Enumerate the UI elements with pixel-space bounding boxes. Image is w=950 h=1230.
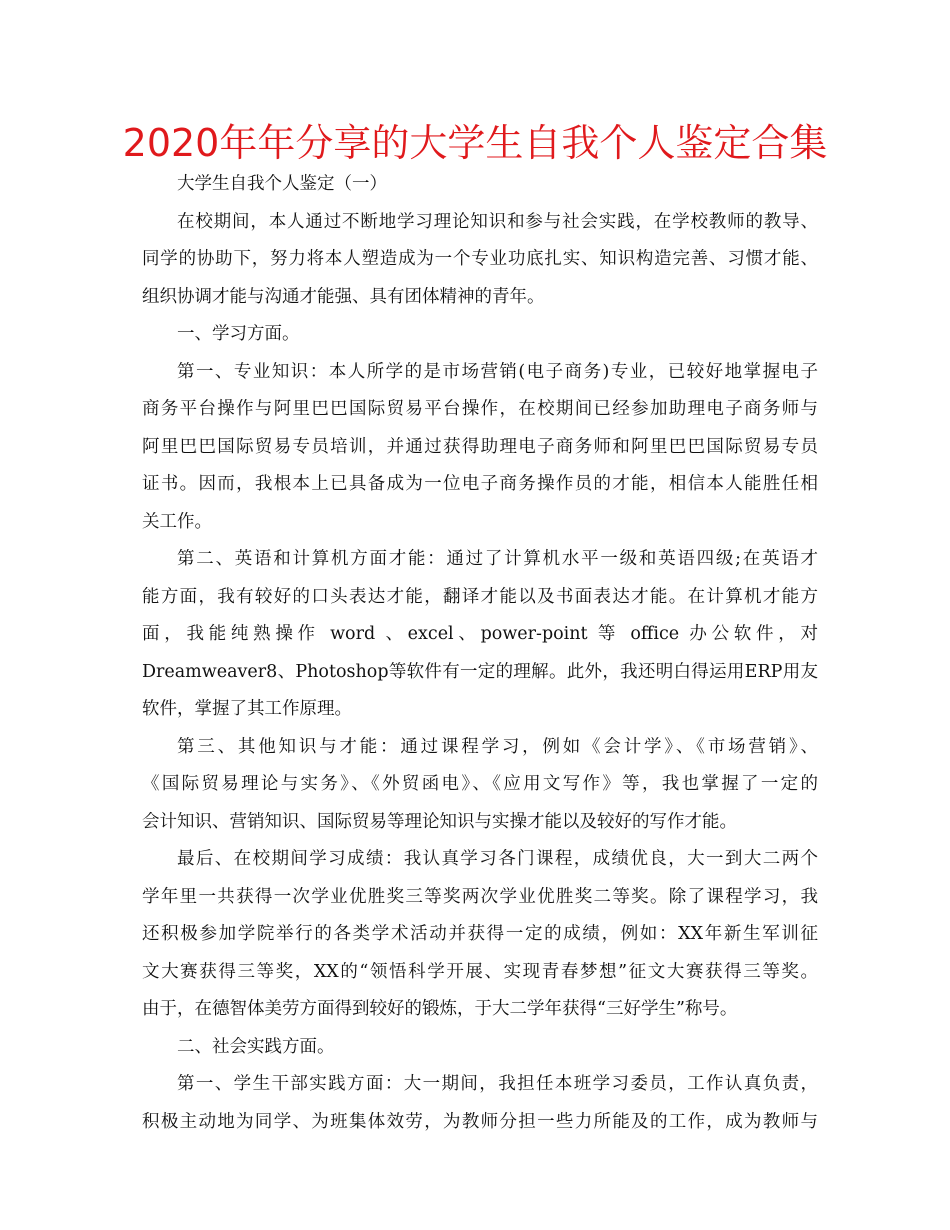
document-title: 2020年年分享的大学生自我个人鉴定合集 [122,121,828,165]
body-line: 二、社会实践方面。 [177,1036,335,1057]
body-line: 大学生自我个人鉴定（一） [177,174,387,194]
body-line: 软件，掌握了其工作原理。 [142,699,352,719]
body-line: 阿里巴巴国际贸易专员培训，并通过获得助理电子商务师和阿里巴巴国际贸易专员 [142,436,818,457]
body-line: 一、学习方面。 [177,324,300,344]
body-line: 会计知识、营销知识、国际贸易等理论知识与实操才能以及较好的写作才能。 [142,811,737,832]
body-line: 由于，在德智体美劳方面得到较好的锻炼，于大二学年获得“三好学生”称号。 [142,999,738,1019]
body-line: 积极主动地为同学、为班集体效劳，为教师分担一些力所能及的工作，成为教师与 [142,1111,818,1132]
document-body [142,166,818,1141]
body-line: 能方面，我有较好的口头表达才能，翻译才能以及书面表达才能。在计算机才能方 [142,586,818,607]
body-line: 关工作。 [142,511,212,532]
body-line: 最后、在校期间学习成绩：我认真学习各门课程，成绩优良，大一到大二两个 [177,849,818,869]
body-line: 学年里一共获得一次学业优胜奖三等奖两次学业优胜奖二等奖。除了课程学习，我 [142,886,818,907]
body-line: 还积极参加学院举行的各类学术活动并获得一定的成绩，例如：XX年新生军训征 [142,924,818,944]
body-line: Dreamweaver8、Photoshop等软件有一定的理解。此外，我还明白得运用ERP用友 [142,661,818,682]
body-line: 文大赛获得三等奖，XX的“领悟科学开展、实现青春梦想”征文大赛获得三等奖。 [142,961,818,982]
body-line: 组织协调才能与沟通才能强、具有团体精神的青年。 [142,286,545,307]
body-line: 第二、英语和计算机方面才能：通过了计算机水平一级和英语四级;在英语才 [177,549,818,569]
body-line: 同学的协助下，努力将本人塑造成为一个专业功底扎实、知识构造完善、习惯才能、 [142,249,818,269]
body-line: 在校期间，本人通过不断地学习理论知识和参与社会实践，在学校教师的教导、 [177,211,818,232]
body-line: 商务平台操作与阿里巴巴国际贸易平台操作，在校期间已经参加助理电子商务师与 [142,399,818,419]
body-line: 证书。因而，我根本上已具备成为一位电子商务操作员的才能，相信本人能胜任相 [142,474,818,494]
body-line: 面，我能纯熟操作 word 、excel、power-point 等 office 办公软件，对 [142,624,818,644]
body-line: 第一、学生干部实践方面：大一期间，我担任本班学习委员，工作认真负责， [177,1074,818,1094]
body-line: 第一、专业知识：本人所学的是市场营销(电子商务)专业，已较好地掌握电子 [177,361,818,382]
body-line: 第三、其他知识与才能：通过课程学习，例如《会计学》、《市场营销》、 [177,736,818,757]
body-line: 《国际贸易理论与实务》、《外贸函电》、《应用文写作》等，我也掌握了一定的 [142,774,818,794]
